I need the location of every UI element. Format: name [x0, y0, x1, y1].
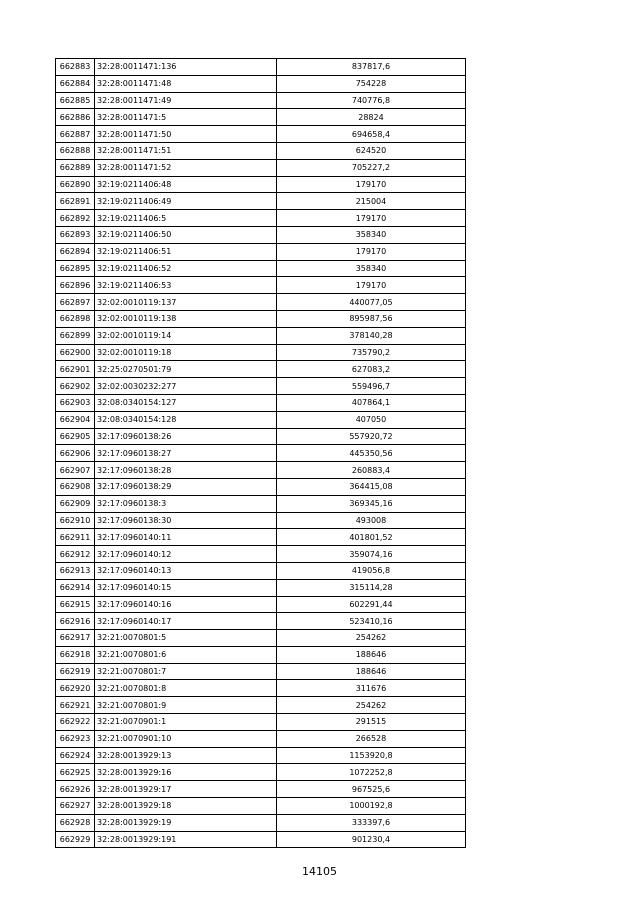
cadastral-value-cell: 493008 [276, 512, 465, 529]
cadastral-value-cell: 624520 [276, 142, 465, 159]
cadastral-value-cell: 895987,56 [276, 310, 465, 327]
row-id-cell: 662927 [56, 798, 95, 815]
cadastral-number-cell: 32:17:0960138:26 [95, 428, 277, 445]
cadastral-number-cell: 32:28:0013929:18 [95, 798, 277, 815]
cadastral-value-cell: 188646 [276, 663, 465, 680]
row-id-cell: 662884 [56, 75, 95, 92]
cadastral-number-cell: 32:02:0010119:14 [95, 327, 277, 344]
table-row [56, 462, 466, 479]
cadastral-number-cell: 32:21:0070801:9 [95, 697, 277, 714]
cadastral-number-cell: 32:17:0960140:16 [95, 596, 277, 613]
row-id-cell: 662887 [56, 126, 95, 143]
cadastral-number-cell: 32:28:0011471:51 [95, 142, 277, 159]
cadastral-number-cell: 32:17:0960140:15 [95, 579, 277, 596]
table-row [56, 310, 466, 327]
table-row [56, 781, 466, 798]
cadastral-number-cell: 32:19:0211406:51 [95, 243, 277, 260]
row-id-cell: 662901 [56, 361, 95, 378]
cadastral-value-cell: 735790,2 [276, 344, 465, 361]
cadastral-number-cell: 32:21:0070801:7 [95, 663, 277, 680]
table-row [56, 59, 466, 76]
row-id-cell: 662908 [56, 478, 95, 495]
row-id-cell: 662904 [56, 411, 95, 428]
table-row [56, 697, 466, 714]
row-id-cell: 662922 [56, 714, 95, 731]
cadastral-value-cell: 378140,28 [276, 327, 465, 344]
row-id-cell: 662928 [56, 814, 95, 831]
cadastral-value-cell: 179170 [276, 176, 465, 193]
table-row [56, 747, 466, 764]
table-row [56, 344, 466, 361]
table-row [56, 210, 466, 227]
cadastral-value-cell: 369345,16 [276, 495, 465, 512]
table-row [56, 327, 466, 344]
table-row [56, 226, 466, 243]
cadastral-value-cell: 333397,6 [276, 814, 465, 831]
cadastral-value-cell: 215004 [276, 193, 465, 210]
row-id-cell: 662919 [56, 663, 95, 680]
table-row [56, 75, 466, 92]
row-id-cell: 662924 [56, 747, 95, 764]
cadastral-value-cell: 559496,7 [276, 378, 465, 395]
cadastral-value-cell: 419056,8 [276, 562, 465, 579]
row-id-cell: 662906 [56, 445, 95, 462]
table-row [56, 529, 466, 546]
cadastral-number-cell: 32:28:0011471:49 [95, 92, 277, 109]
row-id-cell: 662929 [56, 831, 95, 848]
cadastral-number-cell: 32:17:0960140:13 [95, 562, 277, 579]
table-row [56, 159, 466, 176]
cadastral-number-cell: 32:02:0030232:277 [95, 378, 277, 395]
table-row [56, 361, 466, 378]
row-id-cell: 662885 [56, 92, 95, 109]
cadastral-number-cell: 32:19:0211406:49 [95, 193, 277, 210]
cadastral-number-cell: 32:17:0960138:29 [95, 478, 277, 495]
row-id-cell: 662897 [56, 294, 95, 311]
row-id-cell: 662926 [56, 781, 95, 798]
cadastral-number-cell: 32:17:0960140:12 [95, 546, 277, 563]
cadastral-number-cell: 32:08:0340154:128 [95, 411, 277, 428]
cadastral-number-cell: 32:28:0011471:52 [95, 159, 277, 176]
row-id-cell: 662898 [56, 310, 95, 327]
table-row [56, 546, 466, 563]
table-row [56, 193, 466, 210]
table-row [56, 596, 466, 613]
cadastral-value-cell: 1072252,8 [276, 764, 465, 781]
cadastral-value-cell: 311676 [276, 680, 465, 697]
cadastral-value-cell: 740776,8 [276, 92, 465, 109]
table-row [56, 176, 466, 193]
row-id-cell: 662917 [56, 630, 95, 647]
cadastral-number-cell: 32:28:0011471:50 [95, 126, 277, 143]
row-id-cell: 662892 [56, 210, 95, 227]
row-id-cell: 662893 [56, 226, 95, 243]
cadastral-value-cell: 440077,05 [276, 294, 465, 311]
row-id-cell: 662907 [56, 462, 95, 479]
cadastral-number-cell: 32:21:0070901:1 [95, 714, 277, 731]
row-id-cell: 662889 [56, 159, 95, 176]
cadastral-number-cell: 32:28:0013929:19 [95, 814, 277, 831]
cadastral-number-cell: 32:17:0960138:30 [95, 512, 277, 529]
table-row [56, 378, 466, 395]
cadastral-value-cell: 1000192,8 [276, 798, 465, 815]
cadastral-value-cell: 359074,16 [276, 546, 465, 563]
cadastral-number-cell: 32:28:0011471:5 [95, 109, 277, 126]
cadastral-number-cell: 32:19:0211406:48 [95, 176, 277, 193]
cadastral-number-cell: 32:02:0010119:18 [95, 344, 277, 361]
cadastral-value-cell: 523410,16 [276, 613, 465, 630]
table-row [56, 109, 466, 126]
table-row [56, 512, 466, 529]
row-id-cell: 662916 [56, 613, 95, 630]
table-row [56, 562, 466, 579]
cadastral-value-cell: 407864,1 [276, 394, 465, 411]
cadastral-value-cell: 445350,56 [276, 445, 465, 462]
row-id-cell: 662902 [56, 378, 95, 395]
cadastral-value-cell: 291515 [276, 714, 465, 731]
cadastral-value-cell: 901230,4 [276, 831, 465, 848]
table-row [56, 411, 466, 428]
table-row [56, 630, 466, 647]
cadastral-value-cell: 754228 [276, 75, 465, 92]
cadastral-number-cell: 32:25:0270501:79 [95, 361, 277, 378]
row-id-cell: 662915 [56, 596, 95, 613]
row-id-cell: 662895 [56, 260, 95, 277]
cadastral-value-cell: 358340 [276, 260, 465, 277]
cadastral-value-cell: 28824 [276, 109, 465, 126]
cadastral-value-cell: 627083,2 [276, 361, 465, 378]
cadastral-number-cell: 32:21:0070901:10 [95, 730, 277, 747]
table-row [56, 92, 466, 109]
cadastral-value-cell: 188646 [276, 646, 465, 663]
table-row [56, 730, 466, 747]
cadastral-value-cell: 364415,08 [276, 478, 465, 495]
row-id-cell: 662894 [56, 243, 95, 260]
cadastral-value-cell: 557920,72 [276, 428, 465, 445]
cadastral-number-cell: 32:21:0070801:8 [95, 680, 277, 697]
row-id-cell: 662923 [56, 730, 95, 747]
cadastral-number-cell: 32:17:0960140:17 [95, 613, 277, 630]
cadastral-number-cell: 32:28:0013929:17 [95, 781, 277, 798]
table-row [56, 680, 466, 697]
table-row [56, 277, 466, 294]
table-row [56, 142, 466, 159]
cadastral-value-cell: 407050 [276, 411, 465, 428]
cadastral-number-cell: 32:19:0211406:52 [95, 260, 277, 277]
row-id-cell: 662918 [56, 646, 95, 663]
table-row [56, 243, 466, 260]
row-id-cell: 662914 [56, 579, 95, 596]
table-row [56, 478, 466, 495]
cadastral-number-cell: 32:17:0960140:11 [95, 529, 277, 546]
cadastral-value-cell: 837817,6 [276, 59, 465, 76]
row-id-cell: 662913 [56, 562, 95, 579]
table-row [56, 798, 466, 815]
table-row [56, 764, 466, 781]
cadastral-number-cell: 32:17:0960138:3 [95, 495, 277, 512]
row-id-cell: 662883 [56, 59, 95, 76]
cadastral-value-cell: 401801,52 [276, 529, 465, 546]
row-id-cell: 662910 [56, 512, 95, 529]
cadastral-value-cell: 254262 [276, 697, 465, 714]
cadastral-value-cell: 967525,6 [276, 781, 465, 798]
cadastral-number-cell: 32:17:0960138:27 [95, 445, 277, 462]
cadastral-number-cell: 32:19:0211406:53 [95, 277, 277, 294]
cadastral-value-cell: 602291,44 [276, 596, 465, 613]
cadastral-number-cell: 32:28:0013929:191 [95, 831, 277, 848]
row-id-cell: 662891 [56, 193, 95, 210]
table-row [56, 495, 466, 512]
row-id-cell: 662911 [56, 529, 95, 546]
table-row [56, 646, 466, 663]
row-id-cell: 662886 [56, 109, 95, 126]
cadastral-number-cell: 32:02:0010119:137 [95, 294, 277, 311]
cadastral-value-cell: 260883,4 [276, 462, 465, 479]
table-row [56, 445, 466, 462]
table-row [56, 260, 466, 277]
cadastral-number-cell: 32:28:0011471:136 [95, 59, 277, 76]
row-id-cell: 662905 [56, 428, 95, 445]
row-id-cell: 662899 [56, 327, 95, 344]
cadastral-value-cell: 254262 [276, 630, 465, 647]
row-id-cell: 662888 [56, 142, 95, 159]
cadastral-number-cell: 32:02:0010119:138 [95, 310, 277, 327]
row-id-cell: 662925 [56, 764, 95, 781]
table-row [56, 294, 466, 311]
cadastral-number-cell: 32:28:0013929:13 [95, 747, 277, 764]
row-id-cell: 662909 [56, 495, 95, 512]
cadastral-number-cell: 32:17:0960138:28 [95, 462, 277, 479]
table-row [56, 814, 466, 831]
table-row [56, 428, 466, 445]
table-row [56, 394, 466, 411]
table-row [56, 663, 466, 680]
table-row [56, 126, 466, 143]
cadastral-value-cell: 179170 [276, 277, 465, 294]
table-row [56, 613, 466, 630]
row-id-cell: 662920 [56, 680, 95, 697]
cadastral-number-cell: 32:28:0013929:16 [95, 764, 277, 781]
row-id-cell: 662900 [56, 344, 95, 361]
table-row [56, 831, 466, 848]
row-id-cell: 662912 [56, 546, 95, 563]
cadastral-value-cell: 1153920,8 [276, 747, 465, 764]
cadastral-number-cell: 32:19:0211406:50 [95, 226, 277, 243]
cadastral-number-cell: 32:08:0340154:127 [95, 394, 277, 411]
cadastral-value-cell: 179170 [276, 210, 465, 227]
row-id-cell: 662890 [56, 176, 95, 193]
row-id-cell: 662921 [56, 697, 95, 714]
cadastral-value-cell: 315114,28 [276, 579, 465, 596]
row-id-cell: 662903 [56, 394, 95, 411]
row-id-cell: 662896 [56, 277, 95, 294]
cadastral-value-cell: 358340 [276, 226, 465, 243]
cadastral-value-cell: 694658,4 [276, 126, 465, 143]
cadastral-number-cell: 32:21:0070801:6 [95, 646, 277, 663]
cadastral-value-cell: 705227,2 [276, 159, 465, 176]
cadastral-number-cell: 32:21:0070801:5 [95, 630, 277, 647]
table-body [56, 59, 466, 848]
cadastral-value-cell: 266528 [276, 730, 465, 747]
cadastral-value-table [55, 58, 466, 848]
table-row [56, 579, 466, 596]
page-number: 14105 [302, 865, 337, 878]
table-row [56, 714, 466, 731]
cadastral-value-cell: 179170 [276, 243, 465, 260]
cadastral-number-cell: 32:28:0011471:48 [95, 75, 277, 92]
cadastral-number-cell: 32:19:0211406:5 [95, 210, 277, 227]
